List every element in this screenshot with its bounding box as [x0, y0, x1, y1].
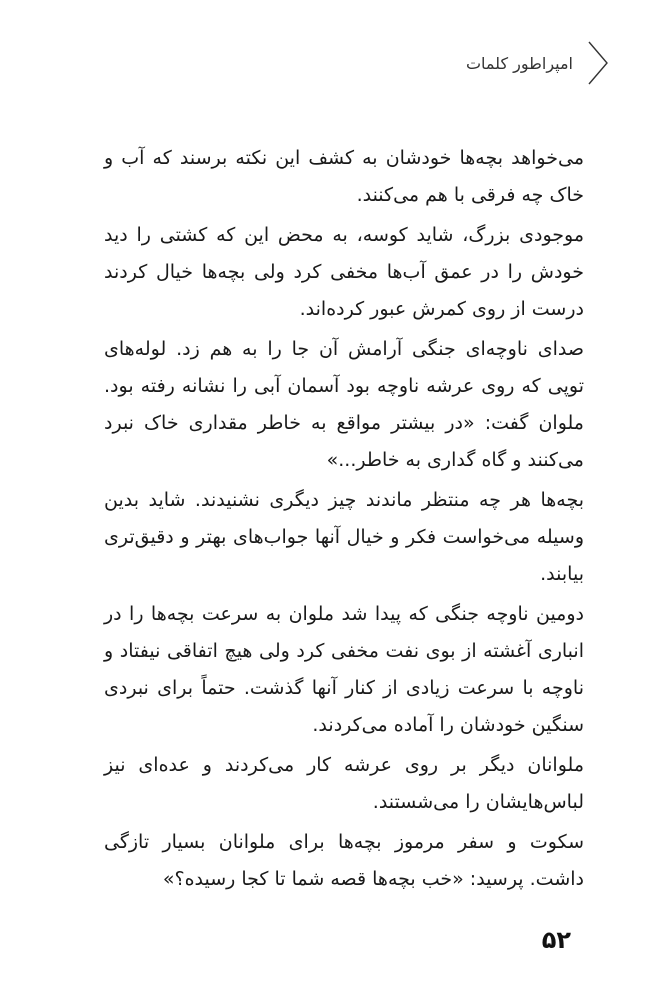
book-title: امپراطور کلمات: [465, 53, 573, 73]
paragraph: سکوت و سفر مرموز بچه‌ها برای ملوانان بسیار تازگی داشت. پرسید: «خب بچه‌ها قصه شما تا کجا رسیده؟»: [104, 831, 584, 890]
paragraph: ملوانان دیگر بر روی عرشه کار می‌کردند و عده‌ای نیز لباس‌هایشان را می‌شستند.: [104, 754, 584, 813]
angle-bracket-icon: [587, 40, 609, 86]
paragraph: صدای ناوچه‌ای جنگی آرامش آن جا را به هم زد. لوله‌های توپی که روی عرشه ناوچه بود آسمان آبی را نشانه رفته بود. ملوان گفت: «در بیشتر مواقع به خاطر مقداری خاک نبرد می‌کنند و گاه گداری به خاطر...»: [104, 338, 584, 471]
paragraph: بچه‌ها هر چه منتظر ماندند چیز دیگری نشنیدند. شاید بدین وسیله می‌خواست فکر و خیال آنها جواب‌های بهتر و دقیق‌تری بیابند.: [104, 489, 584, 585]
paragraph: موجودی بزرگ، شاید کوسه، به محض این که کشتی را دید خودش را در عمق آب‌ها مخفی کرد ولی بچه‌ها خیال کردند درست از روی کمرش عبور کرده‌اند.: [104, 224, 584, 320]
running-header: [466, 38, 609, 88]
body-text: [104, 140, 584, 901]
page-number: ۵۲: [541, 926, 571, 954]
paragraph: دومین ناوچه جنگی که پیدا شد ملوان به سرعت بچه‌ها را در انباری آغشته از بوی نفت مخفی کرد ولی هیچ اتفاقی نیفتاد و ناوچه با سرعت زیادی از کنار آنها گذشت. حتماً برای نبردی سنگین خودشان را آماده می‌کردند.: [104, 603, 584, 736]
paragraph: می‌خواهد بچه‌ها خودشان به کشف این نکته برسند که آب و خاک چه فرقی با هم می‌کنند.: [104, 147, 584, 206]
